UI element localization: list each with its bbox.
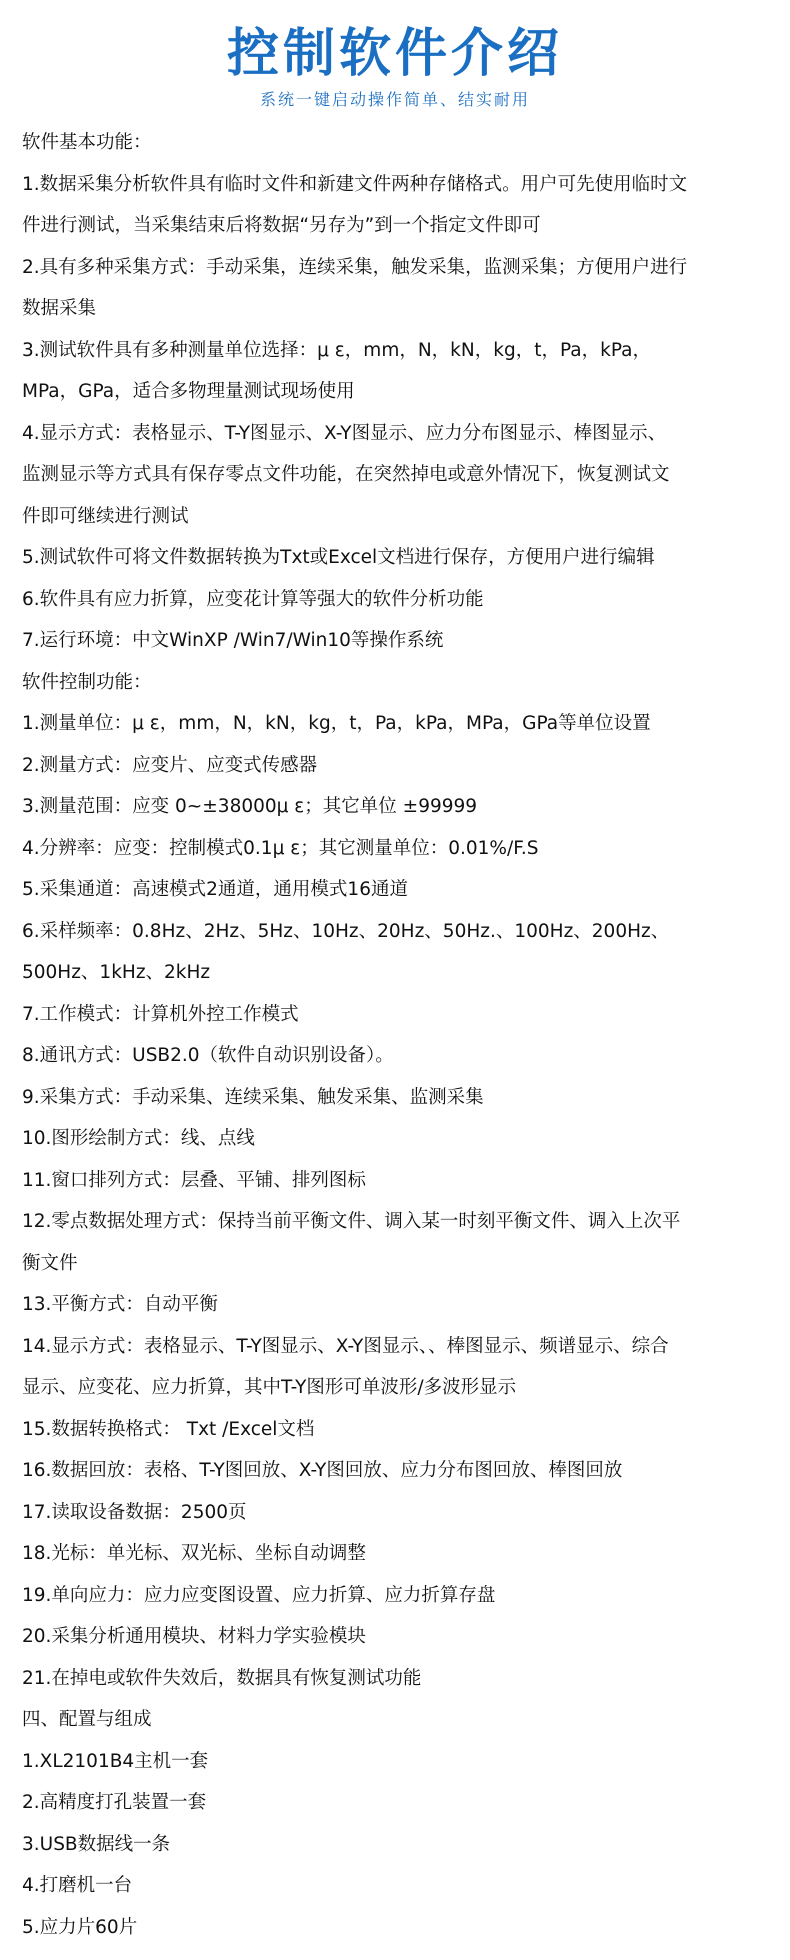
text-line: 4.打磨机一台: [22, 1875, 133, 1896]
text-line: 7.工作模式：计算机外控工作模式: [22, 1003, 299, 1025]
text-line: 软件控制功能：: [22, 671, 152, 693]
text-line: 5.测试软件可将文件数据转换为Txt或Excel文档进行保存，方便用户进行编辑: [22, 547, 655, 568]
text-line: 12.零点数据处理方式：保持当前平衡文件、调入某一时刻平衡文件、调入上次平: [22, 1211, 681, 1232]
text-line: 2.高精度打孔装置一套: [22, 1792, 207, 1813]
text-line: 四、配置与组成: [22, 1709, 152, 1730]
text-line: 3.测量范围：应变 0~±38000μ ε；其它单位 ±99999: [22, 796, 478, 817]
text-line: 14.显示方式：表格显示、T-Y图显示、X-Y图显示、、棒图显示、频谱显示、综合: [22, 1335, 669, 1357]
text-line: 18.光标：单光标、双光标、坐标自动调整: [22, 1543, 366, 1564]
text-line: 显示、应变花、应力折算，其中T-Y图形可单波形/多波形显示: [22, 1377, 517, 1398]
page-title: 控制软件介绍: [226, 24, 563, 84]
content-body: [22, 122, 768, 1948]
text-line: 6.采样频率：0.8Hz、2Hz、5Hz、10Hz、20Hz、50Hz.、100Hz、200Hz、: [22, 920, 670, 942]
text-line: 3.测试软件具有多种测量单位选择：μ ε，mm，N，kN，kg，t，Pa，kPa，: [22, 339, 651, 361]
text-line: 2.具有多种采集方式：手动采集，连续采集，触发采集，监测采集；方便用户进行: [22, 256, 688, 278]
text-line: 监测显示等方式具有保存零点文件功能，在突然掉电或意外情况下，恢复测试文: [22, 464, 670, 485]
text-line: 衡文件: [22, 1252, 78, 1274]
text-line: 数据采集: [22, 298, 97, 319]
text-line: 19.单向应力：应力应变图设置、应力折算、应力折算存盘: [22, 1584, 496, 1606]
header: [22, 0, 768, 110]
text-line: 8.通讯方式：USB2.0（软件自动识别设备）。: [22, 1045, 394, 1066]
text-line: 2.测量方式：应变片、应变式传感器: [22, 754, 318, 776]
text-line: 13.平衡方式：自动平衡: [22, 1294, 218, 1315]
text-line: 软件基本功能：: [22, 132, 152, 153]
text-line: 1.数据采集分析软件具有临时文件和新建文件两种存储格式。用户可先使用临时文: [22, 173, 688, 195]
page-subtitle: 系统一键启动操作简单、结实耐用: [259, 90, 530, 109]
text-line: 4.显示方式：表格显示、T-Y图显示、X-Y图显示、应力分布图显示、棒图显示、: [22, 422, 667, 444]
text-line: 7.运行环境：中文WinXP /Win7/Win10等操作系统: [22, 630, 444, 651]
text-line: 500Hz、1kHz、2kHz: [22, 962, 211, 983]
text-line: 1.测量单位：μ ε，mm，N，kN，kg，t，Pa，kPa，MPa，GPa等单位设置: [22, 713, 651, 734]
text-line: 16.数据回放：表格、T-Y图回放、X-Y图回放、应力分布图回放、棒图回放: [22, 1460, 623, 1481]
text-line: 5.应力片60片: [22, 1916, 138, 1938]
text-line: 件进行测试，当采集结束后将数据“另存为”到一个指定文件即可: [22, 215, 541, 236]
text-line: 4.分辨率：应变：控制模式0.1μ ε；其它测量单位：0.01%/F.S: [22, 837, 539, 859]
text-line: 9.采集方式：手动采集、连续采集、触发采集、监测采集: [22, 1086, 484, 1108]
text-line: 17.读取设备数据：2500页: [22, 1501, 247, 1523]
text-line: 11.窗口排列方式：层叠、平铺、排列图标: [22, 1169, 366, 1191]
text-line: 20.采集分析通用模块、材料力学实验模块: [22, 1626, 366, 1647]
text-line: 6.软件具有应力折算，应变花计算等强大的软件分析功能: [22, 588, 484, 610]
text-line: 件即可继续进行测试: [22, 505, 189, 527]
text-line: 15.数据转换格式： Txt /Excel文档: [22, 1418, 315, 1440]
text-line: 1.XL2101B4主机一套: [22, 1750, 209, 1772]
text-line: 3.USB数据线一条: [22, 1833, 171, 1855]
text-line: MPa，GPa，适合多物理量测试现场使用: [22, 381, 355, 402]
text-line: 10.图形绘制方式：线、点线: [22, 1128, 255, 1149]
text-line: 5.采集通道：高速模式2通道，通用模式16通道: [22, 879, 408, 900]
text-line: 21.在掉电或软件失效后，数据具有恢复测试功能: [22, 1667, 422, 1689]
